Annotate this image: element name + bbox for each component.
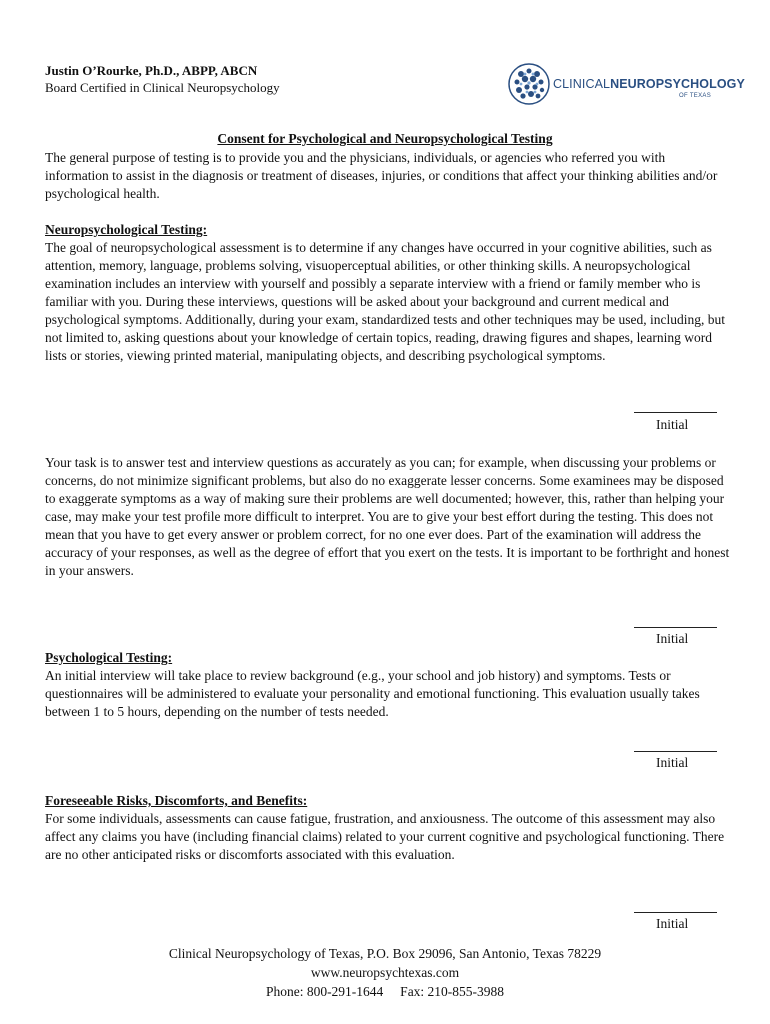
initial-label-4: Initial	[656, 916, 689, 931]
intro-paragraph: The general purpose of testing is to provide you and the physicians, individuals, or agencies who referred you with information to assist in the diagnosis or treatment of diseases, injuries, or conditions that affect your thinking abilities and/or psychological health.	[45, 150, 718, 201]
logo-word-light: CLINICAL	[553, 77, 611, 91]
initial-line-2[interactable]	[634, 627, 717, 628]
document-title: Consent for Psychological and Neuropsychological Testing	[217, 131, 553, 146]
practice-logo	[507, 60, 745, 110]
initial-label-1: Initial	[656, 417, 689, 432]
risks-heading: Foreseeable Risks, Discomforts, and Benefits:	[45, 793, 308, 808]
neuro-section	[45, 221, 730, 365]
brain-globe-icon	[507, 62, 551, 106]
logo-subtitle: OF TEXAS	[679, 93, 711, 99]
risks-section	[45, 792, 730, 864]
psych-heading: Psychological Testing:	[45, 650, 173, 665]
neuro-body: The goal of neuropsychological assessment is to determine if any changes have occurred in your cognitive abilities, such as attention, memory, language, problems solving, visuoperceptual abilities, or other thinking skills. A neuropsychological examination includes an interview with yourself and possibly a separate interview with a friend or family member who is familiar with you. During these interviews, questions will be asked about your background and current medical and psychological symptoms. Additionally, during your exam, standardized tests and other techniques may be used, including, but not limited to, asking questions about your knowledge of certain topics, reading, drawing figures and shapes, learning word lists or stories, viewing printed material, manipulating objects, and describing psychological symptoms.	[45, 240, 725, 363]
author-credential: Board Certified in Clinical Neuropsychology	[45, 80, 280, 95]
psych-body: An initial interview will take place to review background (e.g., your school and job history) and symptoms. Tests or questionnaires will be administered to evaluate your personality and emotional functioning. This evaluation usually takes between 1 to 5 hours, depending on the number of tests needed.	[45, 668, 700, 719]
initial-line-4[interactable]	[634, 912, 717, 913]
footer-phone-fax: Phone: 800-291-1644 Fax: 210-855-3988	[265, 984, 505, 999]
initial-line-1[interactable]	[634, 412, 717, 413]
neuro-heading: Neuropsychological Testing:	[45, 222, 208, 237]
author-name: Justin O’Rourke, Ph.D., ABPP, ABCN	[45, 63, 258, 78]
task-paragraph: Your task is to answer test and interview questions as accurately as you can; for example, when discussing your problems or concerns, do not minimize significant problems, but also do no exaggerate lesser concerns. Some examinees may be disposed to exaggerate symptoms as a way of making sure their problems are well documented; however, this, rather than helping your case, may make your test profile more difficult to interpret. You are to give your best effort during the testing. This does not mean that you have to get every answer or problem correct, for no one ever does. Part of the examination will address the accuracy of your responses, as well as the degree of effort that you exert on the tests. It is important to be forthright and honest in your answers.	[45, 455, 730, 578]
initial-line-3[interactable]	[634, 751, 717, 752]
psych-section	[45, 649, 730, 721]
risks-body: For some individuals, assessments can cause fatigue, frustration, and anxiousness. The outcome of this assessment may also affect any claims you have (including financial claims) related to your current cognitive and psychological functioning. There are no other anticipated risks or discomforts associated with this evaluation.	[45, 811, 725, 862]
logo-wordmark	[553, 77, 745, 91]
page-footer	[0, 944, 770, 1001]
footer-address: Clinical Neuropsychology of Texas, P.O. Box 29096, San Antonio, Texas 78229	[168, 946, 602, 961]
initial-label-3: Initial	[656, 755, 689, 770]
footer-website[interactable]: www.neuropsychtexas.com	[310, 965, 460, 980]
logo-word-bold: NEUROPSYCHOLOGY	[610, 77, 745, 91]
initial-label-2: Initial	[656, 631, 689, 646]
